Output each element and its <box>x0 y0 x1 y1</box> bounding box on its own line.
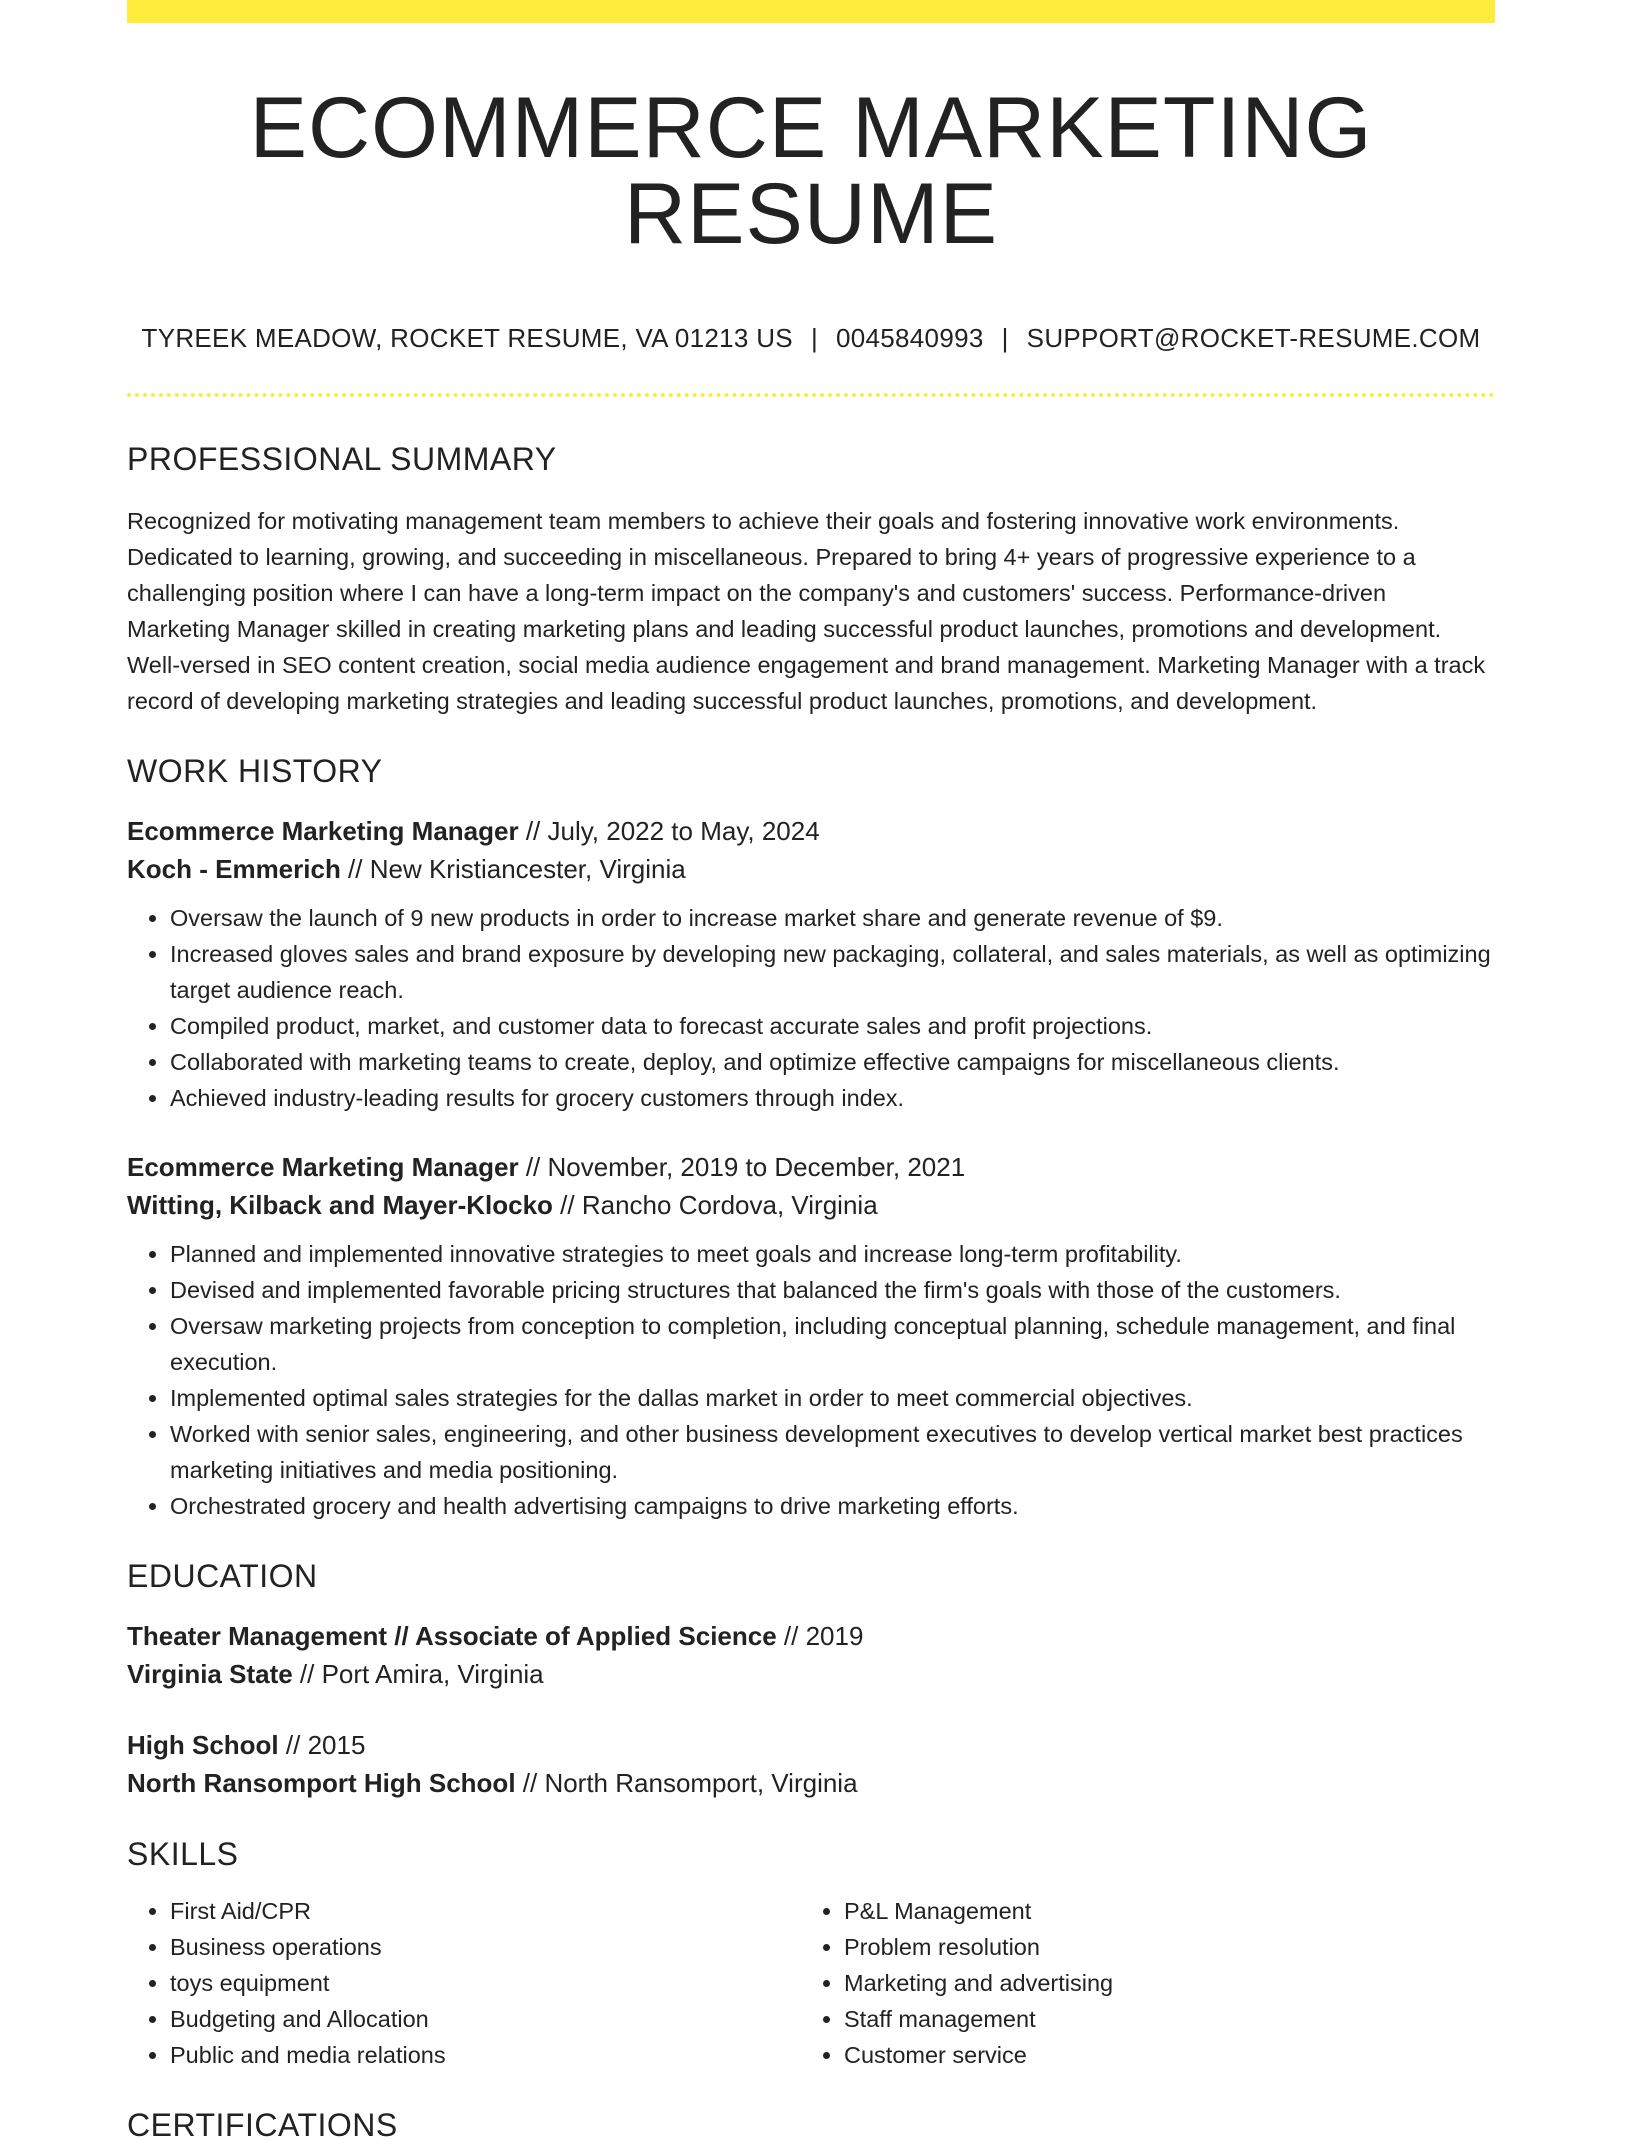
degree-line <box>127 1726 1495 1764</box>
work-history-section <box>127 753 1495 1524</box>
job-dates: // November, 2019 to December, 2021 <box>518 1152 966 1182</box>
job-company: Witting, Kilback and Mayer-Klocko <box>127 1190 553 1220</box>
school-location: // Port Amira, Virginia <box>292 1659 544 1689</box>
skills-heading: SKILLS <box>127 1836 239 1872</box>
list-item: • First Aid/CPR <box>170 1893 801 1929</box>
job-title: Ecommerce Marketing Manager <box>127 816 519 846</box>
skills-list-left <box>127 1893 801 2073</box>
certifications-heading: CERTIFICATIONS <box>127 2107 398 2143</box>
list-item: • P&L Management <box>844 1893 1475 1929</box>
list-item: • Oversaw the launch of 9 new products in order to increase market share and generate revenue of $9. <box>170 900 1495 936</box>
degree: Theater Management // Associate of Applied Science <box>127 1621 777 1651</box>
contact-address: TYREEK MEADOW, ROCKET RESUME, VA 01213 US <box>141 323 793 353</box>
job-company-line <box>127 850 1495 888</box>
contact-separator: | <box>1001 323 1009 353</box>
job-location: // New Kristiancester, Virginia <box>340 854 686 884</box>
list-item: • Planned and implemented innovative strategies to meet goals and increase long-term profitability. <box>170 1236 1495 1272</box>
graduation-year: // 2015 <box>278 1730 366 1760</box>
list-item: • Marketing and advertising <box>844 1965 1475 2001</box>
summary-heading: PROFESSIONAL SUMMARY <box>127 441 557 477</box>
list-item: • Implemented optimal sales strategies for the dallas market in order to meet commercial objectives. <box>170 1380 1495 1416</box>
job-dates: // July, 2022 to May, 2024 <box>518 816 820 846</box>
education-section <box>127 1558 1495 1802</box>
list-item: • Increased gloves sales and brand exposure by developing new packaging, collateral, and sales materials, as well as optimizing target audience reach. <box>170 936 1495 1008</box>
list-item: • Worked with senior sales, engineering, and other business development executives to develop vertical market best practices marketing initiatives and media positioning. <box>170 1416 1495 1488</box>
school: North Ransomport High School <box>127 1768 516 1798</box>
education-entry <box>127 1726 1495 1802</box>
degree: High School <box>127 1730 279 1760</box>
school-line <box>127 1655 1495 1693</box>
school-location: // North Ransomport, Virginia <box>515 1768 858 1798</box>
job-title-line <box>127 1148 1495 1186</box>
dotted-divider <box>127 393 1495 397</box>
graduation-year: // 2019 <box>776 1621 864 1651</box>
list-item: • Orchestrated grocery and health advertising campaigns to drive marketing efforts. <box>170 1488 1495 1524</box>
job-entry <box>127 1148 1495 1524</box>
list-item: • Public and media relations <box>170 2037 801 2073</box>
skills-section <box>127 1836 1495 2073</box>
resume-title: ECOMMERCE MARKETING RESUME <box>249 80 1373 262</box>
job-bullets <box>127 900 1495 1116</box>
resume-page <box>127 0 1495 2144</box>
contact-line <box>127 323 1495 354</box>
job-company-line <box>127 1186 1495 1224</box>
list-item: • Compiled product, market, and customer data to forecast accurate sales and profit projections. <box>170 1008 1495 1044</box>
list-item: • Business operations <box>170 1929 801 1965</box>
list-item: • Achieved industry-leading results for grocery customers through index. <box>170 1080 1495 1116</box>
list-item: • Customer service <box>844 2037 1475 2073</box>
list-item: • Staff management <box>844 2001 1475 2037</box>
job-entry <box>127 812 1495 1116</box>
list-item: • Devised and implemented favorable pricing structures that balanced the firm's goals with those of the customers. <box>170 1272 1495 1308</box>
contact-phone: 0045840993 <box>836 323 984 353</box>
education-entry <box>127 1617 1495 1693</box>
contact-email: SUPPORT@ROCKET-RESUME.COM <box>1026 323 1481 353</box>
list-item: • Collaborated with marketing teams to create, deploy, and optimize effective campaigns for miscellaneous clients. <box>170 1044 1495 1080</box>
school-line <box>127 1764 1495 1802</box>
accent-bar <box>127 0 1495 23</box>
list-item: • Budgeting and Allocation <box>170 2001 801 2037</box>
job-company: Koch - Emmerich <box>127 854 341 884</box>
list-item: • Problem resolution <box>844 1929 1475 1965</box>
job-title-line <box>127 812 1495 850</box>
school: Virginia State <box>127 1659 293 1689</box>
contact-separator: | <box>810 323 818 353</box>
skills-columns <box>127 1893 1495 2073</box>
summary-text: Recognized for motivating management team members to achieve their goals and fostering innovative work environments. Dedicated to learning, growing, and succeeding in miscellaneous. Prepared to bring 4+ years of progressive experience to a challenging position where I can have a long-term impact on the company's and customers' success. Performance-driven Marketing Manager skilled in creating marketing plans and leading successful product launches, promotions and development. Well-versed in SEO content creation, social media audience engagement and brand management. Marketing Manager with a track record of developing marketing strategies and leading successful product launches, promotions, and development. <box>127 508 1486 714</box>
skills-list-right <box>801 1893 1475 2073</box>
certifications-section <box>127 2107 1495 2144</box>
list-item: • Oversaw marketing projects from conception to completion, including conceptual planning, schedule management, and final execution. <box>170 1308 1495 1380</box>
job-bullets <box>127 1236 1495 1524</box>
education-heading: EDUCATION <box>127 1558 318 1594</box>
degree-line <box>127 1617 1495 1655</box>
work-history-heading: WORK HISTORY <box>127 753 383 789</box>
job-location: // Rancho Cordova, Virginia <box>552 1190 878 1220</box>
list-item: • toys equipment <box>170 1965 801 2001</box>
job-title: Ecommerce Marketing Manager <box>127 1152 519 1182</box>
